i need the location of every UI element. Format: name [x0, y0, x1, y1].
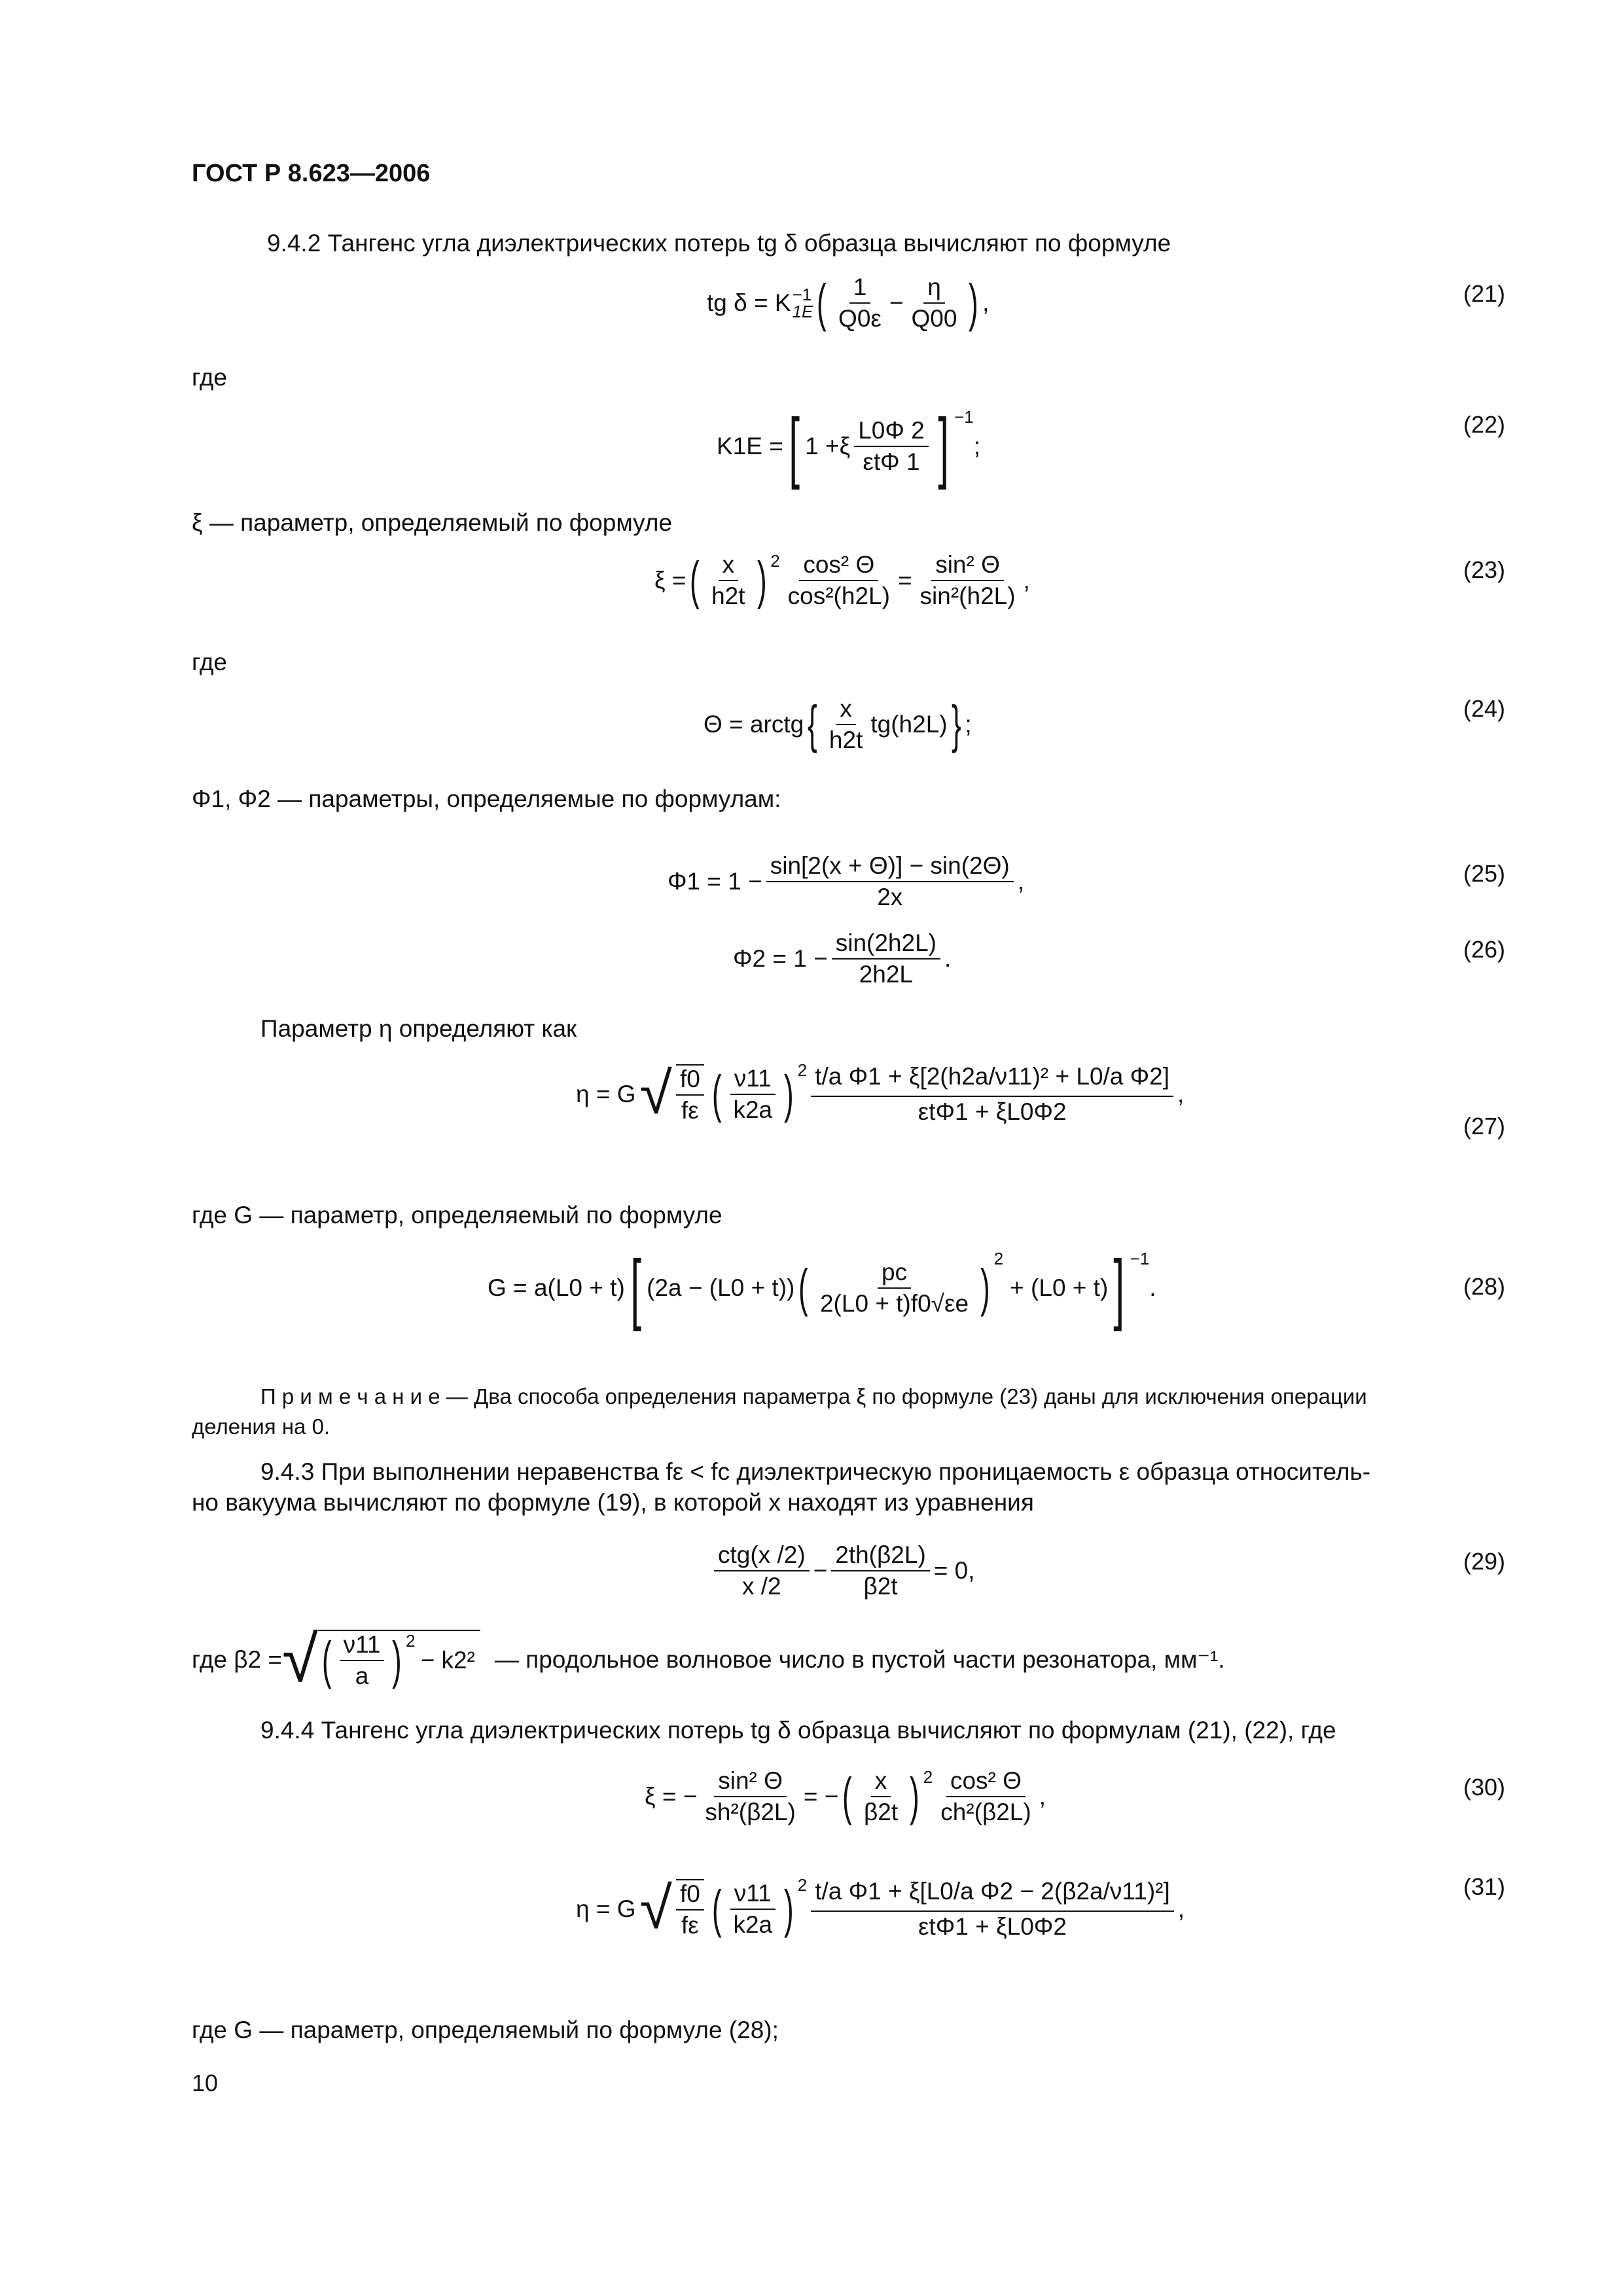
- equation-number-28: (28): [1463, 1273, 1505, 1300]
- paragraph-9-4-3-line2: но вакуума вычисляют по формуле (19), в которой x находят из уравнения: [192, 1489, 1034, 1516]
- equation-25: Φ1 = 1 − $\frac{\sin[2(x + \Theta)] - \sin(2\Theta)}{2x}$ ,: [668, 852, 1025, 910]
- equation-number-23: (23): [1463, 556, 1505, 583]
- equation-number-24: (24): [1463, 695, 1505, 722]
- g-reference: где G — параметр, определяемый по формуле (28);: [192, 2017, 779, 2043]
- equation-26: Φ2 = 1 − $\frac{\sin(2h2L)}{2h2L}$ .: [733, 929, 952, 988]
- document-header: ГОСТ Р 8.623—2006: [192, 160, 431, 187]
- label-where-1: где: [192, 364, 228, 391]
- note-line-1: П р и м е ч а н и е — Два способа определения параметра ξ по формуле (23) даны для исключения операции: [260, 1384, 1367, 1408]
- phi-definition: Φ1, Φ2 — параметры, определяемые по формулам:: [192, 785, 781, 812]
- equation-number-27: (27): [1463, 1113, 1505, 1139]
- eq21-lhs: tg δ = K: [707, 289, 791, 316]
- eq21-frac2: $\frac{\eta}{Q00}$: [911, 274, 957, 332]
- eta-definition: Параметр η определяют как: [260, 1015, 577, 1042]
- equation-23: ξ = ( $\frac{x}{h2t}$ ) $^2$ $\frac{\text{cos² Θ}}{\text{cos²(h2L)}}$ = $\frac{\text{sin² Θ}}{\text{sin²(h2L)}}$ ,: [654, 551, 1030, 609]
- label-where-2: где: [192, 649, 228, 675]
- equation-number-21: (21): [1463, 280, 1505, 307]
- equation-29: $\frac{\text{ctg(x /2)}}{x /2}$ − $\frac{2th(\beta 2L)}{\beta 2t}$ = 0,: [710, 1541, 975, 1600]
- equation-number-22: (22): [1463, 411, 1505, 438]
- equation-number-29: (29): [1463, 1548, 1505, 1575]
- eq21-sup: −1: [792, 285, 812, 304]
- xi-definition: ξ — параметр, определяемый по формуле: [192, 509, 673, 536]
- eq31-main-fraction: $\frac{\text{t/a Φ1 + ξ[L0/a Φ2 − 2(β2a/ν11)²]}}{\text{εtΦ1 + ξL0Φ2}}$: [811, 1878, 1174, 1941]
- beta-definition-line: где β2 = √ ( $\frac{\nu 11}{a}$ ) $^2$ − k2² — продольное волновое число в пустой части резонатора, мм⁻¹.: [192, 1623, 1225, 1696]
- equation-30: ξ = − $\frac{\text{sin² Θ}}{\text{sh²(β2L)}}$ = − ( $\frac{x}{\beta 2t}$ ) $^2$ $\frac{\text{cos² Θ}}{\text{ch²(β2L)}}$ ,: [645, 1767, 1046, 1825]
- paragraph-9-4-2: 9.4.2 Тангенс угла диэлектрических потерь tg δ образца вычисляют по формуле: [267, 230, 1171, 257]
- eq21-sub: 1E: [792, 302, 813, 321]
- equation-21: tg δ = K −1 1E ( $\frac{1}{Q0\varepsilon}$ − $\frac{\eta}{Q00}$ ) ,: [707, 274, 990, 332]
- eq22-frac: $\frac{L0\Phi 2}{\text{εtΦ 1}}$: [854, 417, 929, 476]
- equation-number-26: (26): [1463, 936, 1505, 963]
- equation-22: K1E = [ 1 + ξ $\frac{L0\Phi 2}{\text{εtΦ 1}}$ ] $^{-1}$ ;: [717, 403, 981, 490]
- page-number: 10: [192, 2070, 219, 2096]
- equation-28: G = a(L0 + t) [ (2a − (L0 + t)) ( $\frac{pc}{2(L0 + t)f0√\varepsilon e}$ ) $^2$ + (L0 + t) ] $^{-1}$ .: [488, 1244, 1156, 1332]
- note-line-2: деления на 0.: [192, 1414, 330, 1439]
- equation-31: η = G √ $\frac{f0}{f\varepsilon}$ ( $\frac{\nu 11}{k2a}$ ) $^2$ $\frac{\text{t/a Φ1 + ξ[L0/a Φ2 − 2(β2a/ν11)²]}}{\text{εtΦ1 + ξL0Φ2}}$ ,: [576, 1875, 1185, 1941]
- equation-24: Θ = arctg { $\frac{x}{h2t}$ tg(h2L) } ;: [704, 695, 972, 753]
- paragraph-9-4-3-line1: 9.4.3 При выполнении неравенства fε < fc диэлектрическую проницаемость ε образца относитель-: [260, 1458, 1371, 1485]
- eq21-frac1: $\frac{1}{Q0\varepsilon}$: [838, 274, 882, 332]
- g-definition: где G — параметр, определяемый по формуле: [192, 1202, 722, 1229]
- equation-number-25: (25): [1463, 860, 1505, 887]
- paragraph-9-4-4: 9.4.4 Тангенс угла диэлектрических потерь tg δ образца вычисляют по формулам (21), (22), где: [260, 1717, 1336, 1744]
- eq27-main-fraction: $\frac{\text{t/a Φ1 + ξ[2(h2a/ν11)² + L0/a Φ2]}}{\text{εtΦ1 + ξL0Φ2}}$: [811, 1063, 1173, 1126]
- equation-number-30: (30): [1463, 1774, 1505, 1801]
- equation-27: η = G √ $\frac{f0}{f\varepsilon}$ ( $\frac{\nu 11}{k2a}$ ) $^2$ $\frac{\text{t/a Φ1 + ξ[2(h2a/ν11)² + L0/a Φ2]}}{\text{εtΦ1 + ξL0Φ2}}$ ,: [576, 1060, 1185, 1126]
- equation-number-31: (31): [1463, 1873, 1505, 1900]
